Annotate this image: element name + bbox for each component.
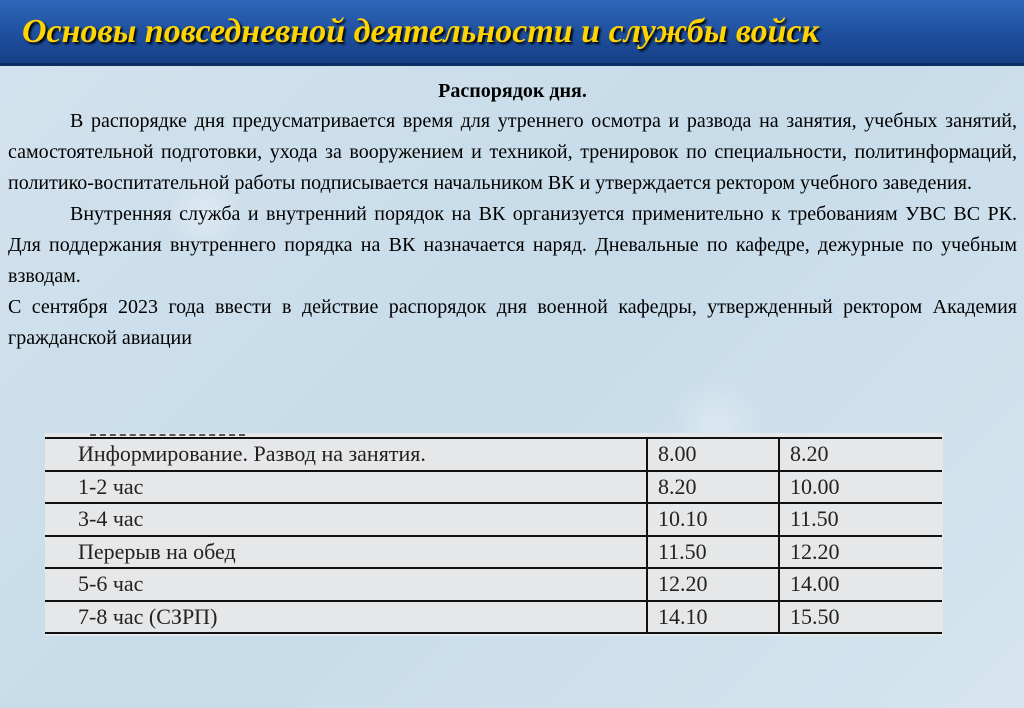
start-time-cell: 8.00 <box>647 438 779 471</box>
table-row <box>45 503 942 536</box>
table-row <box>45 438 942 471</box>
activity-cell: 5-6 час <box>45 568 647 601</box>
start-time-cell: 11.50 <box>647 536 779 569</box>
activity-cell: 7-8 час (СЗРП) <box>45 601 647 634</box>
section-heading: Распорядок дня. <box>438 80 587 102</box>
paragraph-effective-date: С сентября 2023 года ввести в действие распорядок дня военной кафедры, утвержденный ректором Академия гражданской авиации <box>8 296 1017 349</box>
table-row <box>45 568 942 601</box>
start-time-cell: 8.20 <box>647 471 779 504</box>
slide-title: Основы повседневной деятельности и службы войск <box>22 13 819 50</box>
activity-cell: 3-4 час <box>45 503 647 536</box>
table-row <box>45 471 942 504</box>
cropped-text-remnant <box>90 434 245 439</box>
start-time-cell: 10.10 <box>647 503 779 536</box>
start-time-cell: 14.10 <box>647 601 779 634</box>
end-time-cell: 8.20 <box>779 438 942 471</box>
title-bar <box>0 0 1024 66</box>
end-time-cell: 11.50 <box>779 503 942 536</box>
start-time-cell: 12.20 <box>647 568 779 601</box>
table-row <box>45 601 942 634</box>
schedule-table <box>45 437 942 634</box>
paragraph-schedule-description: В распорядке дня предусматривается время для утреннего осмотра и развода на занятия, учебных занятий, самостоятельной подготовки, ухода за вооружением и техникой, тренировок по специальности, политинформаций, политико-воспитательной работы подписывается начальником ВК и утверждается ректором учебного заведения. <box>8 110 1017 194</box>
schedule-table-panel <box>45 433 943 636</box>
main-content <box>8 78 1017 354</box>
end-time-cell: 15.50 <box>779 601 942 634</box>
paragraph-internal-service: Внутренняя служба и внутренний порядок на ВК организуется применительно к требованиям УВС ВС РК. Для поддержания внутреннего порядка на ВК назначается наряд. Дневальные по кафедре, дежурные по учебным взводам. <box>8 203 1017 287</box>
end-time-cell: 10.00 <box>779 471 942 504</box>
end-time-cell: 14.00 <box>779 568 942 601</box>
end-time-cell: 12.20 <box>779 536 942 569</box>
table-row <box>45 536 942 569</box>
activity-cell: 1-2 час <box>45 471 647 504</box>
activity-cell: Перерыв на обед <box>45 536 647 569</box>
activity-cell: Информирование. Развод на занятия. <box>45 438 647 471</box>
